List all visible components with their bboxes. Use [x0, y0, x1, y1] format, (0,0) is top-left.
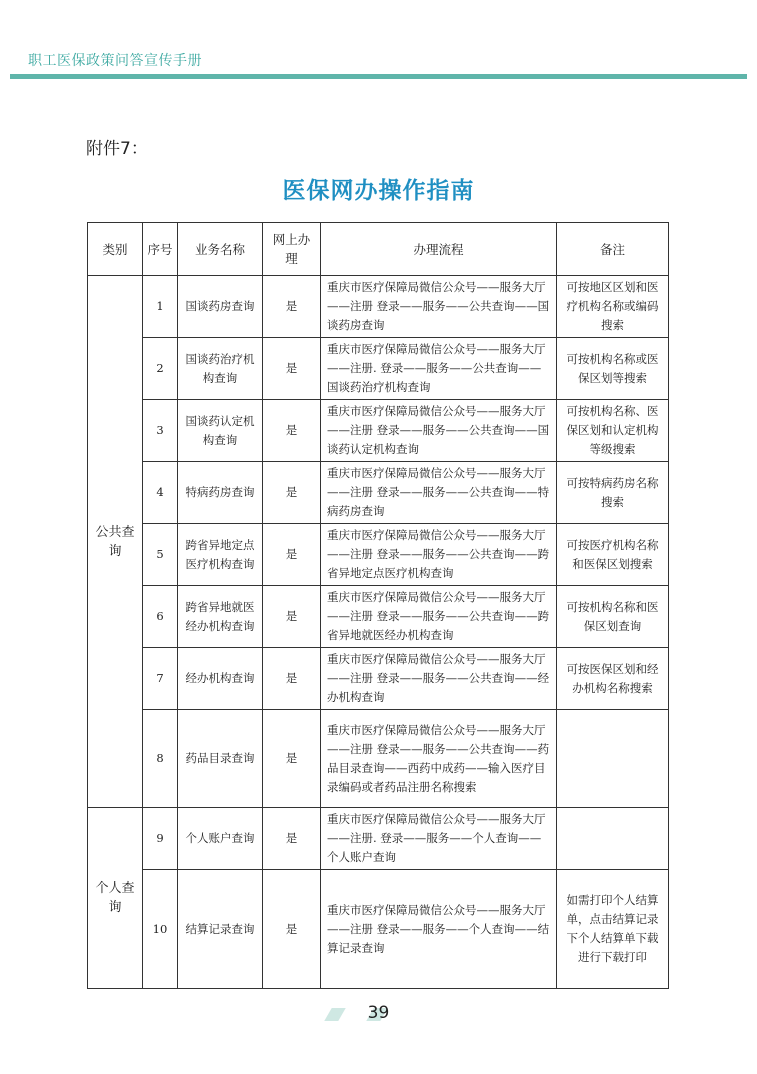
online-cell: 是 [263, 524, 321, 586]
header-divider [10, 74, 747, 79]
notes-cell: 可按机构名称或医保区划等搜索 [557, 338, 669, 400]
table-row [88, 586, 669, 648]
table-row [88, 276, 669, 338]
name-cell: 经办机构查询 [178, 648, 263, 710]
online-cell: 是 [263, 648, 321, 710]
process-cell: 重庆市医疗保障局微信公众号——服务大厅——注册 登录——服务——公共查询——国谈药认定机构查询 [321, 400, 557, 462]
process-cell: 重庆市医疗保障局微信公众号——服务大厅——注册. 登录——服务——个人查询——个人账户查询 [321, 808, 557, 870]
header-seq: 序号 [143, 223, 178, 276]
table-row [88, 462, 669, 524]
table-row [88, 338, 669, 400]
notes-cell: 可按机构名称、医保区划和认定机构等级搜索 [557, 400, 669, 462]
appendix-label: 附件7： [86, 139, 148, 159]
seq-cell: 8 [143, 710, 178, 808]
online-cell: 是 [263, 870, 321, 989]
online-cell: 是 [263, 462, 321, 524]
seq-cell: 9 [143, 808, 178, 870]
notes-cell: 可按地区区划和医疗机构名称或编码搜索 [557, 276, 669, 338]
seq-cell: 1 [143, 276, 178, 338]
seq-cell: 2 [143, 338, 178, 400]
name-cell: 跨省异地就医经办机构查询 [178, 586, 263, 648]
category-cell-public: 公共查询 [88, 276, 143, 808]
name-cell: 国谈药治疗机构查询 [178, 338, 263, 400]
notes-cell [557, 808, 669, 870]
seq-cell: 10 [143, 870, 178, 989]
name-cell: 国谈药房查询 [178, 276, 263, 338]
online-cell: 是 [263, 808, 321, 870]
header-online: 网上办理 [263, 223, 321, 276]
process-cell: 重庆市医疗保障局微信公众号——服务大厅——注册 登录——服务——个人查询——结算记录查询 [321, 870, 557, 989]
name-cell: 跨省异地定点医疗机构查询 [178, 524, 263, 586]
process-cell: 重庆市医疗保障局微信公众号——服务大厅——注册 登录——服务——公共查询——特病药房查询 [321, 462, 557, 524]
name-cell: 特病药房查询 [178, 462, 263, 524]
notes-cell: 可按医疗机构名称和医保区划搜索 [557, 524, 669, 586]
online-cell: 是 [263, 400, 321, 462]
notes-cell: 如需打印个人结算单，点击结算记录下个人结算单下载进行下载打印 [557, 870, 669, 989]
table-row [88, 808, 669, 870]
table-row [88, 400, 669, 462]
table-header-row [88, 223, 669, 276]
notes-cell: 可按特病药房名称搜索 [557, 462, 669, 524]
table-row [88, 524, 669, 586]
online-cell: 是 [263, 338, 321, 400]
table-row [88, 870, 669, 989]
name-cell: 药品目录查询 [178, 710, 263, 808]
header-category: 类别 [88, 223, 143, 276]
table-row [88, 710, 669, 808]
process-cell: 重庆市医疗保障局微信公众号——服务大厅——注册 登录——服务——公共查询——国谈药房查询 [321, 276, 557, 338]
name-cell: 结算记录查询 [178, 870, 263, 989]
online-cell: 是 [263, 586, 321, 648]
guide-table [87, 222, 669, 989]
seq-cell: 5 [143, 524, 178, 586]
process-cell: 重庆市医疗保障局微信公众号——服务大厅——注册 登录——服务——公共查询——经办机构查询 [321, 648, 557, 710]
process-cell: 重庆市医疗保障局微信公众号——服务大厅——注册 登录——服务——公共查询——跨省异地定点医疗机构查询 [321, 524, 557, 586]
process-cell: 重庆市医疗保障局微信公众号——服务大厅——注册 登录——服务——公共查询——跨省异地就医经办机构查询 [321, 586, 557, 648]
page-number: 39 [367, 1003, 390, 1023]
header-process: 办理流程 [321, 223, 557, 276]
seq-cell: 4 [143, 462, 178, 524]
page-title: 医保网办操作指南 [282, 178, 475, 204]
seq-cell: 6 [143, 586, 178, 648]
name-cell: 国谈药认定机构查询 [178, 400, 263, 462]
process-cell: 重庆市医疗保障局微信公众号——服务大厅——注册. 登录——服务——公共查询——国谈药治疗机构查询 [321, 338, 557, 400]
seq-cell: 7 [143, 648, 178, 710]
header-notes: 备注 [557, 223, 669, 276]
online-cell: 是 [263, 276, 321, 338]
category-cell-personal: 个人查询 [88, 808, 143, 989]
name-cell: 个人账户查询 [178, 808, 263, 870]
table-row [88, 648, 669, 710]
notes-cell: 可按机构名称和医保区划查询 [557, 586, 669, 648]
seq-cell: 3 [143, 400, 178, 462]
online-cell: 是 [263, 710, 321, 808]
handbook-header-title: 职工医保政策问答宣传手册 [28, 53, 202, 69]
process-cell: 重庆市医疗保障局微信公众号——服务大厅——注册 登录——服务——公共查询——药品目录查询——西药中成药——输入医疗目录编码或者药品注册名称搜索 [321, 710, 557, 808]
notes-cell: 可按医保区划和经办机构名称搜索 [557, 648, 669, 710]
notes-cell [557, 710, 669, 808]
header-name: 业务名称 [178, 223, 263, 276]
